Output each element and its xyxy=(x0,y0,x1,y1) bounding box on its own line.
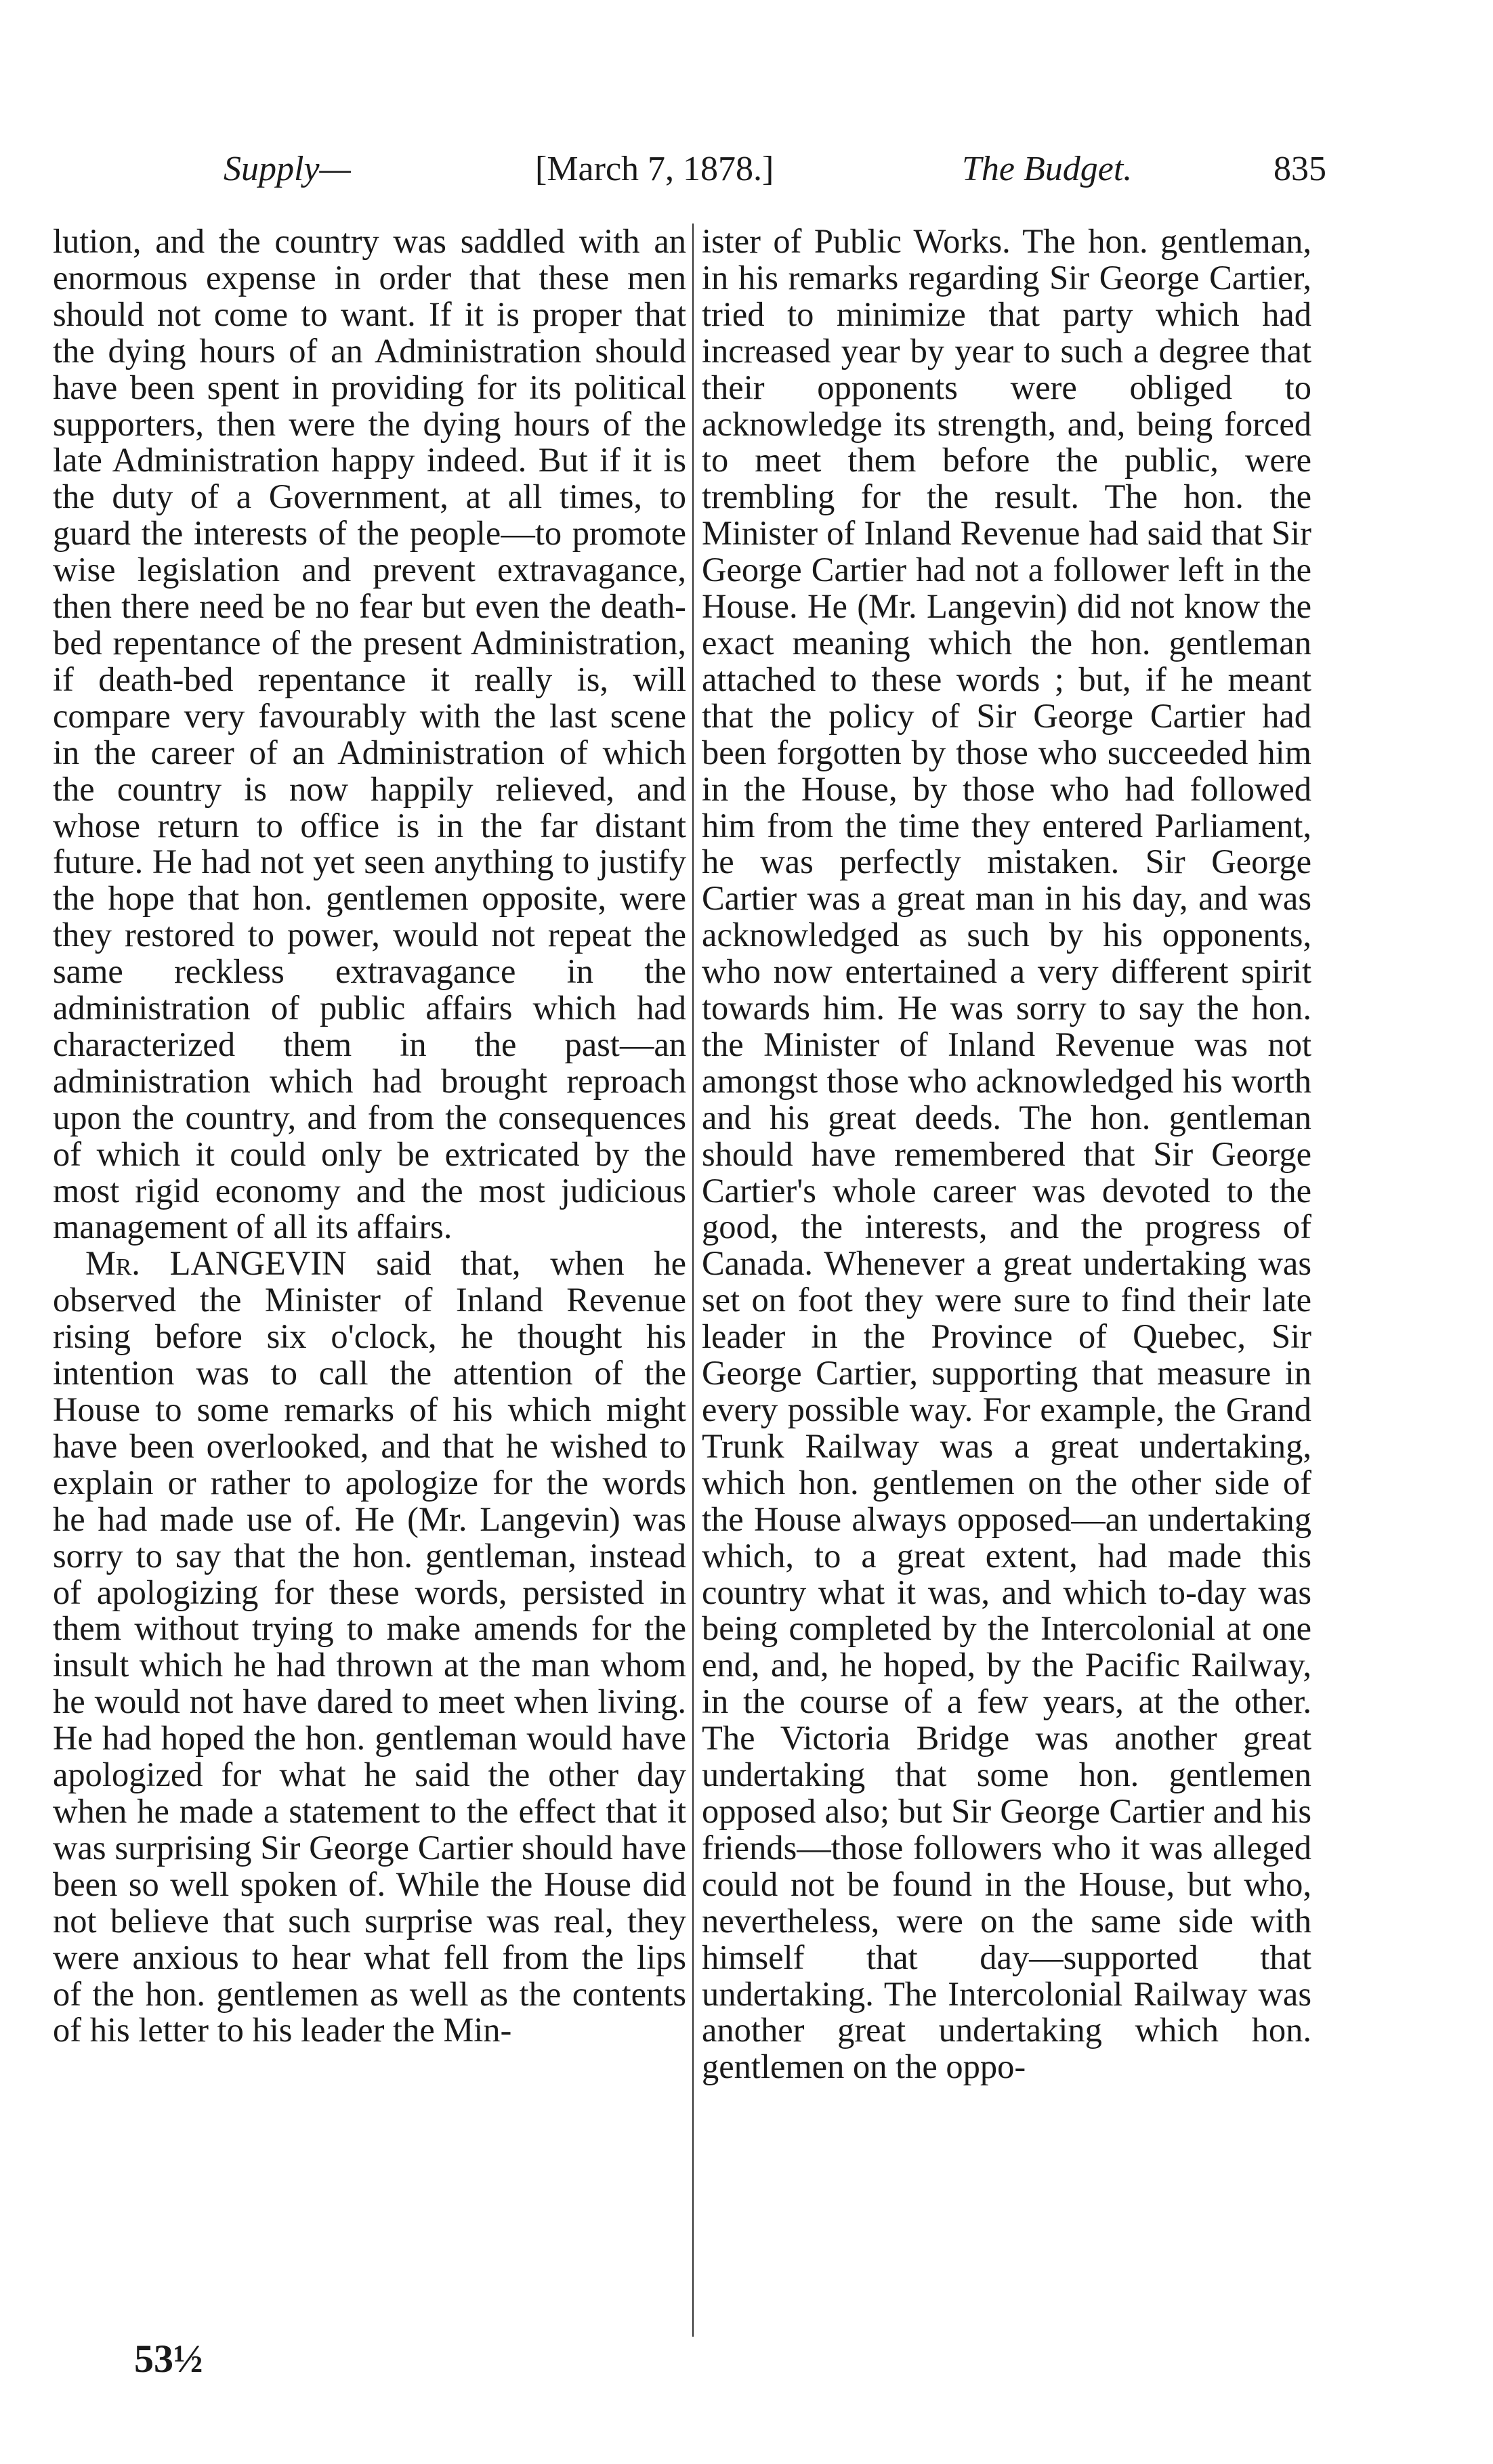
speaker-name: Mr. LANGEVIN xyxy=(85,1244,347,1283)
running-header xyxy=(0,142,1493,196)
right-paragraph-1: ister of Public Works. The hon. gentleman, in his remarks regarding Sir George Cartier, tried to minimize that party which had increased year by year to such a degree that their opponents were obliged to acknowledge its strength, and, being forced to meet them before the public, were trembling for the result. The hon. the Minister of Inland Revenue had said that Sir George Cartier had not a follower left in the House. He (Mr. Langevin) did not know the exact meaning which the hon. gentleman attached to these words ; but, if he meant that the policy of Sir George Cartier had been forgotten by those who succeeded him in the House, by those who had followed him from the time they entered Parliament, he was perfectly mistaken. Sir George Cartier was a great man in his day, and was acknowledged as such by his opponents, who now entertained a very different spirit towards him. He was sorry to say the hon. the Minister of Inland Revenue was not amongst those who acknowledged his worth and his great deeds. The hon. gentleman should have remembered that Sir George Cartier's whole career was devoted to the good, the interests, and the progress of Canada. Whenever a great undertaking was set on foot they were sure to find their late leader in the Province of Quebec, Sir George Cartier, supporting that measure in every possible way. For example, the Grand Trunk Railway was a great undertaking, which hon. gentlemen on the other side of the House always opposed—an undertaking which, to a great extent, had made this country what it was, and which to-day was being completed by the Intercolonial at one end, and, he hoped, by the Pacific Railway, in the course of a few years, at the other. The Victoria Bridge was another great undertaking that some hon. gentlemen opposed also; but Sir George Cartier and his friends—those followers who it was alleged could not be found in the House, but who, nevertheless, were on the same side with himself that day—supported that undertaking. The Intercolonial Railway was another great undertaking which hon. gentlemen on the oppo- xyxy=(702,222,1311,2086)
left-paragraph-1: lution, and the country was saddled with an enormous expense in order that these men should not come to want. If it is proper that the dying hours of an Administration should have been spent in providing for its political supporters, then were the dying hours of the late Administration happy indeed. But if it is the duty of a Government, at all times, to guard the interests of the people—to promote wise legislation and prevent extravagance, then there need be no fear but even the death-bed repentance of the present Administration, if death-bed repentance it really is, will compare very favourably with the last scene in the career of an Administration of which the country is now happily relieved, and whose return to office is in the far distant future. He had not yet seen anything to justify the hope that hon. gentlemen opposite, were they restored to power, would not repeat the same reckless extravagance in the administration of public affairs which had characterized them in the past—an administration which had brought reproach upon the country, and from the consequences of which it could only be extricated by the most rigid economy and the most judicious management of all its affairs. xyxy=(53,222,686,1246)
header-topic: The Budget. xyxy=(962,150,1133,188)
left-column xyxy=(53,224,686,2049)
left-paragraph-2-text: said that, when he observed the Minister of Inland Revenue rising before six o'clock, he thought his intention was to call the attention of the House to some remarks of his which might have been overlooked, and that he wished to explain or rather to apologize for the words he had made use of. He (Mr. Langevin) was sorry to say that the hon. gentleman, instead of apologizing for these words, persisted in them without trying to make amends for the insult which he had thrown at the man whom he would not have dared to meet when living. He had hoped the hon. gentleman would have apologized for what he said the other day when he made a statement to the effect that it was surprising Sir George Cartier should have been so well spoken of. While the House did not believe that such surprise was real, they were anxious to hear what fell from the lips of the hon. gentlemen as well as the contents of his letter to his leader the Min- xyxy=(53,1244,686,2049)
right-column xyxy=(702,224,1311,2085)
column-divider xyxy=(692,224,694,2337)
page-number: 835 xyxy=(1274,150,1326,188)
header-section-title: Supply— xyxy=(224,150,351,188)
left-paragraph-2 xyxy=(53,1246,686,2049)
signature-mark: 53½ xyxy=(134,2337,203,2381)
header-date: [March 7, 1878.] xyxy=(535,150,774,188)
